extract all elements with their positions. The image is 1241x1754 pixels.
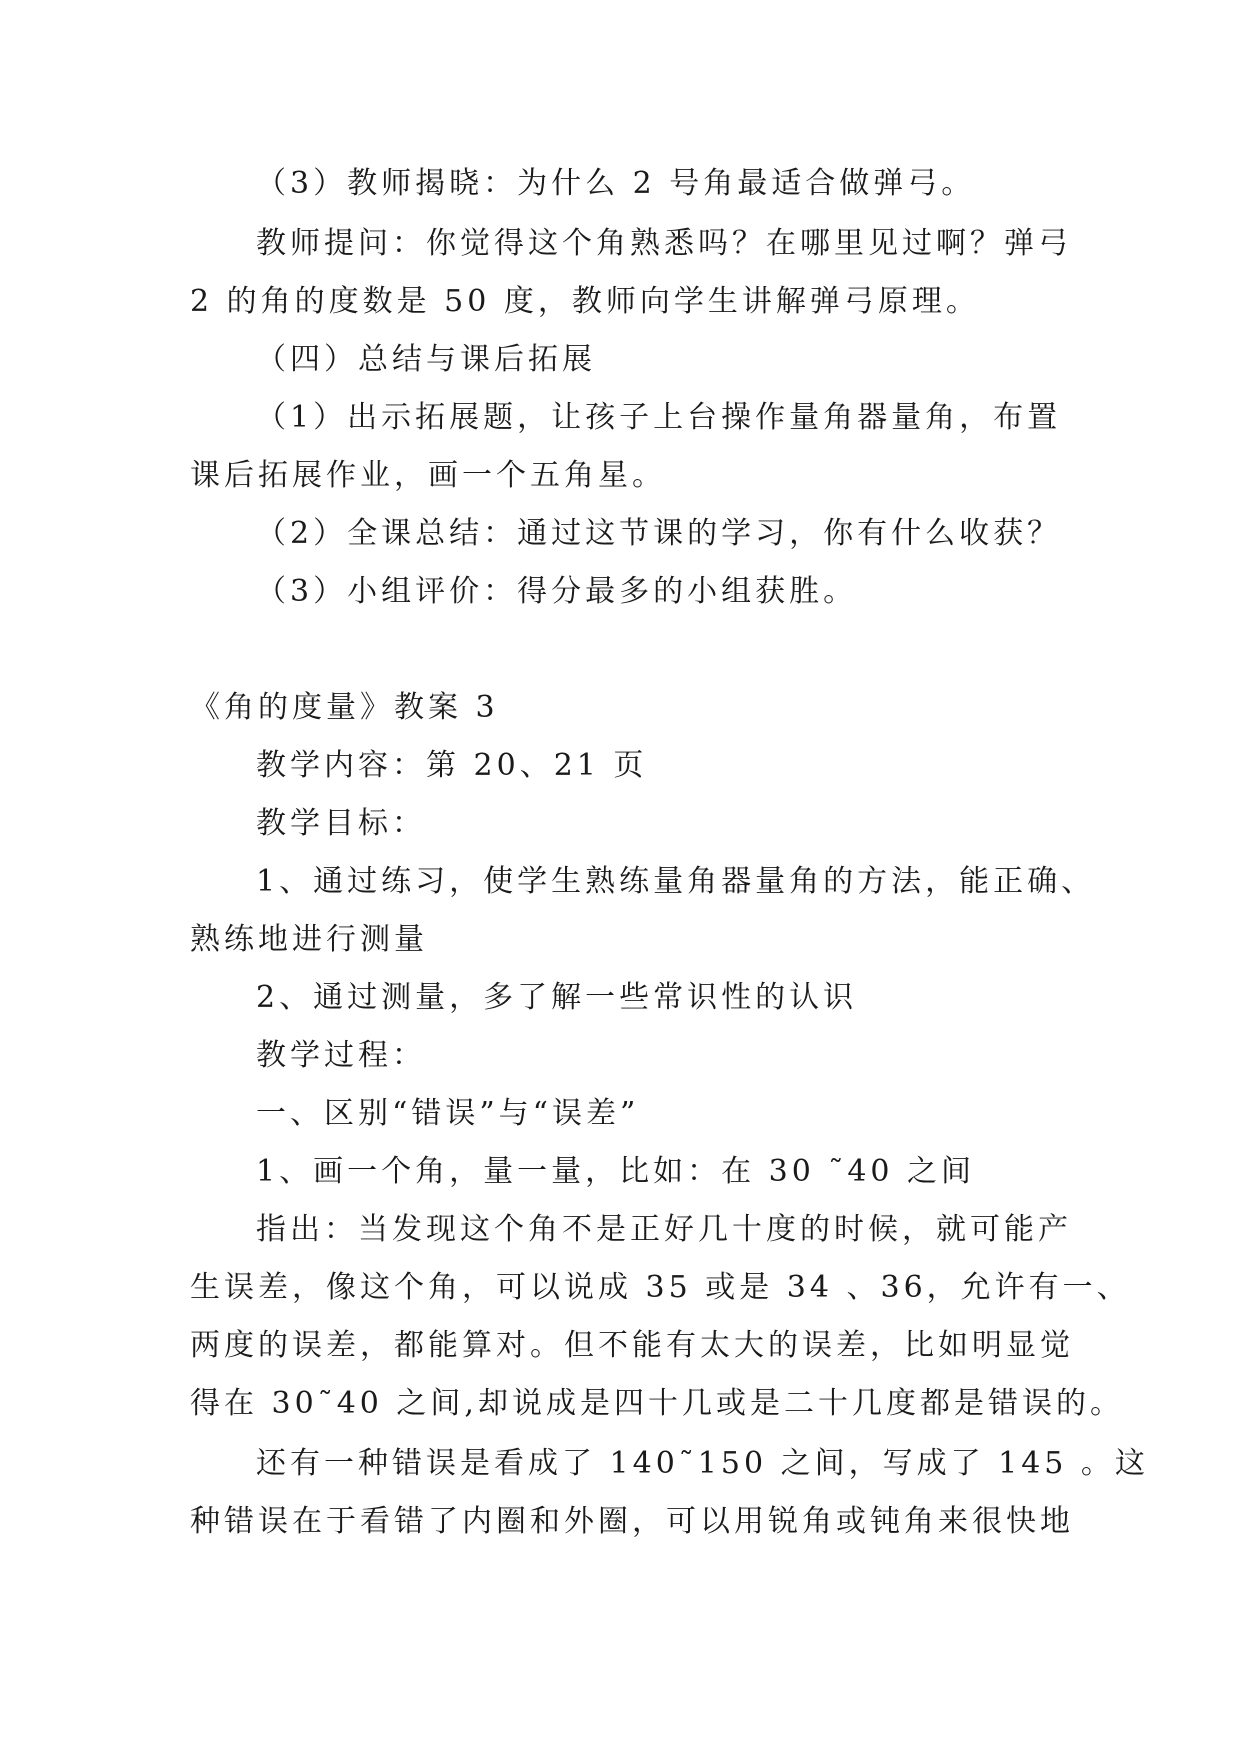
paragraph-line: 课后拓展作业，画一个五角星。 [190, 458, 666, 493]
paragraph-line: （1）出示拓展题，让孩子上台操作量角器量角，布置 [256, 400, 1062, 435]
paragraph-line: 熟练地进行测量 [190, 922, 428, 957]
paragraph-line: 两度的误差，都能算对。但不能有太大的误差，比如明显觉 [190, 1328, 1074, 1363]
paragraph-line: 生误差，像这个角，可以说成 35 或是 34 、36，允许有一、 [190, 1270, 1131, 1305]
paragraph-line: （2）全课总结：通过这节课的学习，你有什么收获？ [256, 516, 1062, 551]
paragraph-line: 教学内容：第 20、21 页 [256, 748, 648, 783]
paragraph-line: 种错误在于看错了内圈和外圈，可以用锐角或钝角来很快地 [190, 1504, 1074, 1539]
paragraph-line: 得在 30˜40 之间,却说成是四十几或是二十几度都是错误的。 [190, 1386, 1124, 1421]
paragraph-line: （3）小组评价：得分最多的小组获胜。 [256, 574, 858, 609]
document-title: 《角的度量》教案 3 [190, 690, 499, 725]
paragraph-line: 1、画一个角，量一量，比如：在 30 ˜40 之间 [256, 1154, 976, 1189]
paragraph-line: 教学过程： [256, 1038, 426, 1073]
section-heading: （四）总结与课后拓展 [256, 342, 596, 377]
paragraph-line: 还有一种错误是看成了 140˜150 之间，写成了 145 。这 [256, 1446, 1149, 1481]
paragraph-line: 2、通过测量，多了解一些常识性的认识 [256, 980, 858, 1015]
section-heading: 一、区别“错误”与“误差” [256, 1096, 640, 1131]
paragraph-line: 指出：当发现这个角不是正好几十度的时候，就可能产 [256, 1212, 1072, 1247]
paragraph-line: 2 的角的度数是 50 度，教师向学生讲解弹弓原理。 [190, 284, 980, 319]
paragraph-line: 教师提问：你觉得这个角熟悉吗？在哪里见过啊？弹弓 [256, 226, 1072, 261]
paragraph-line: 1、通过练习，使学生熟练量角器量角的方法，能正确、 [256, 864, 1096, 899]
paragraph-line: 教学目标： [256, 806, 426, 841]
paragraph-line: （3）教师揭晓：为什么 2 号角最适合做弹弓。 [256, 166, 976, 201]
